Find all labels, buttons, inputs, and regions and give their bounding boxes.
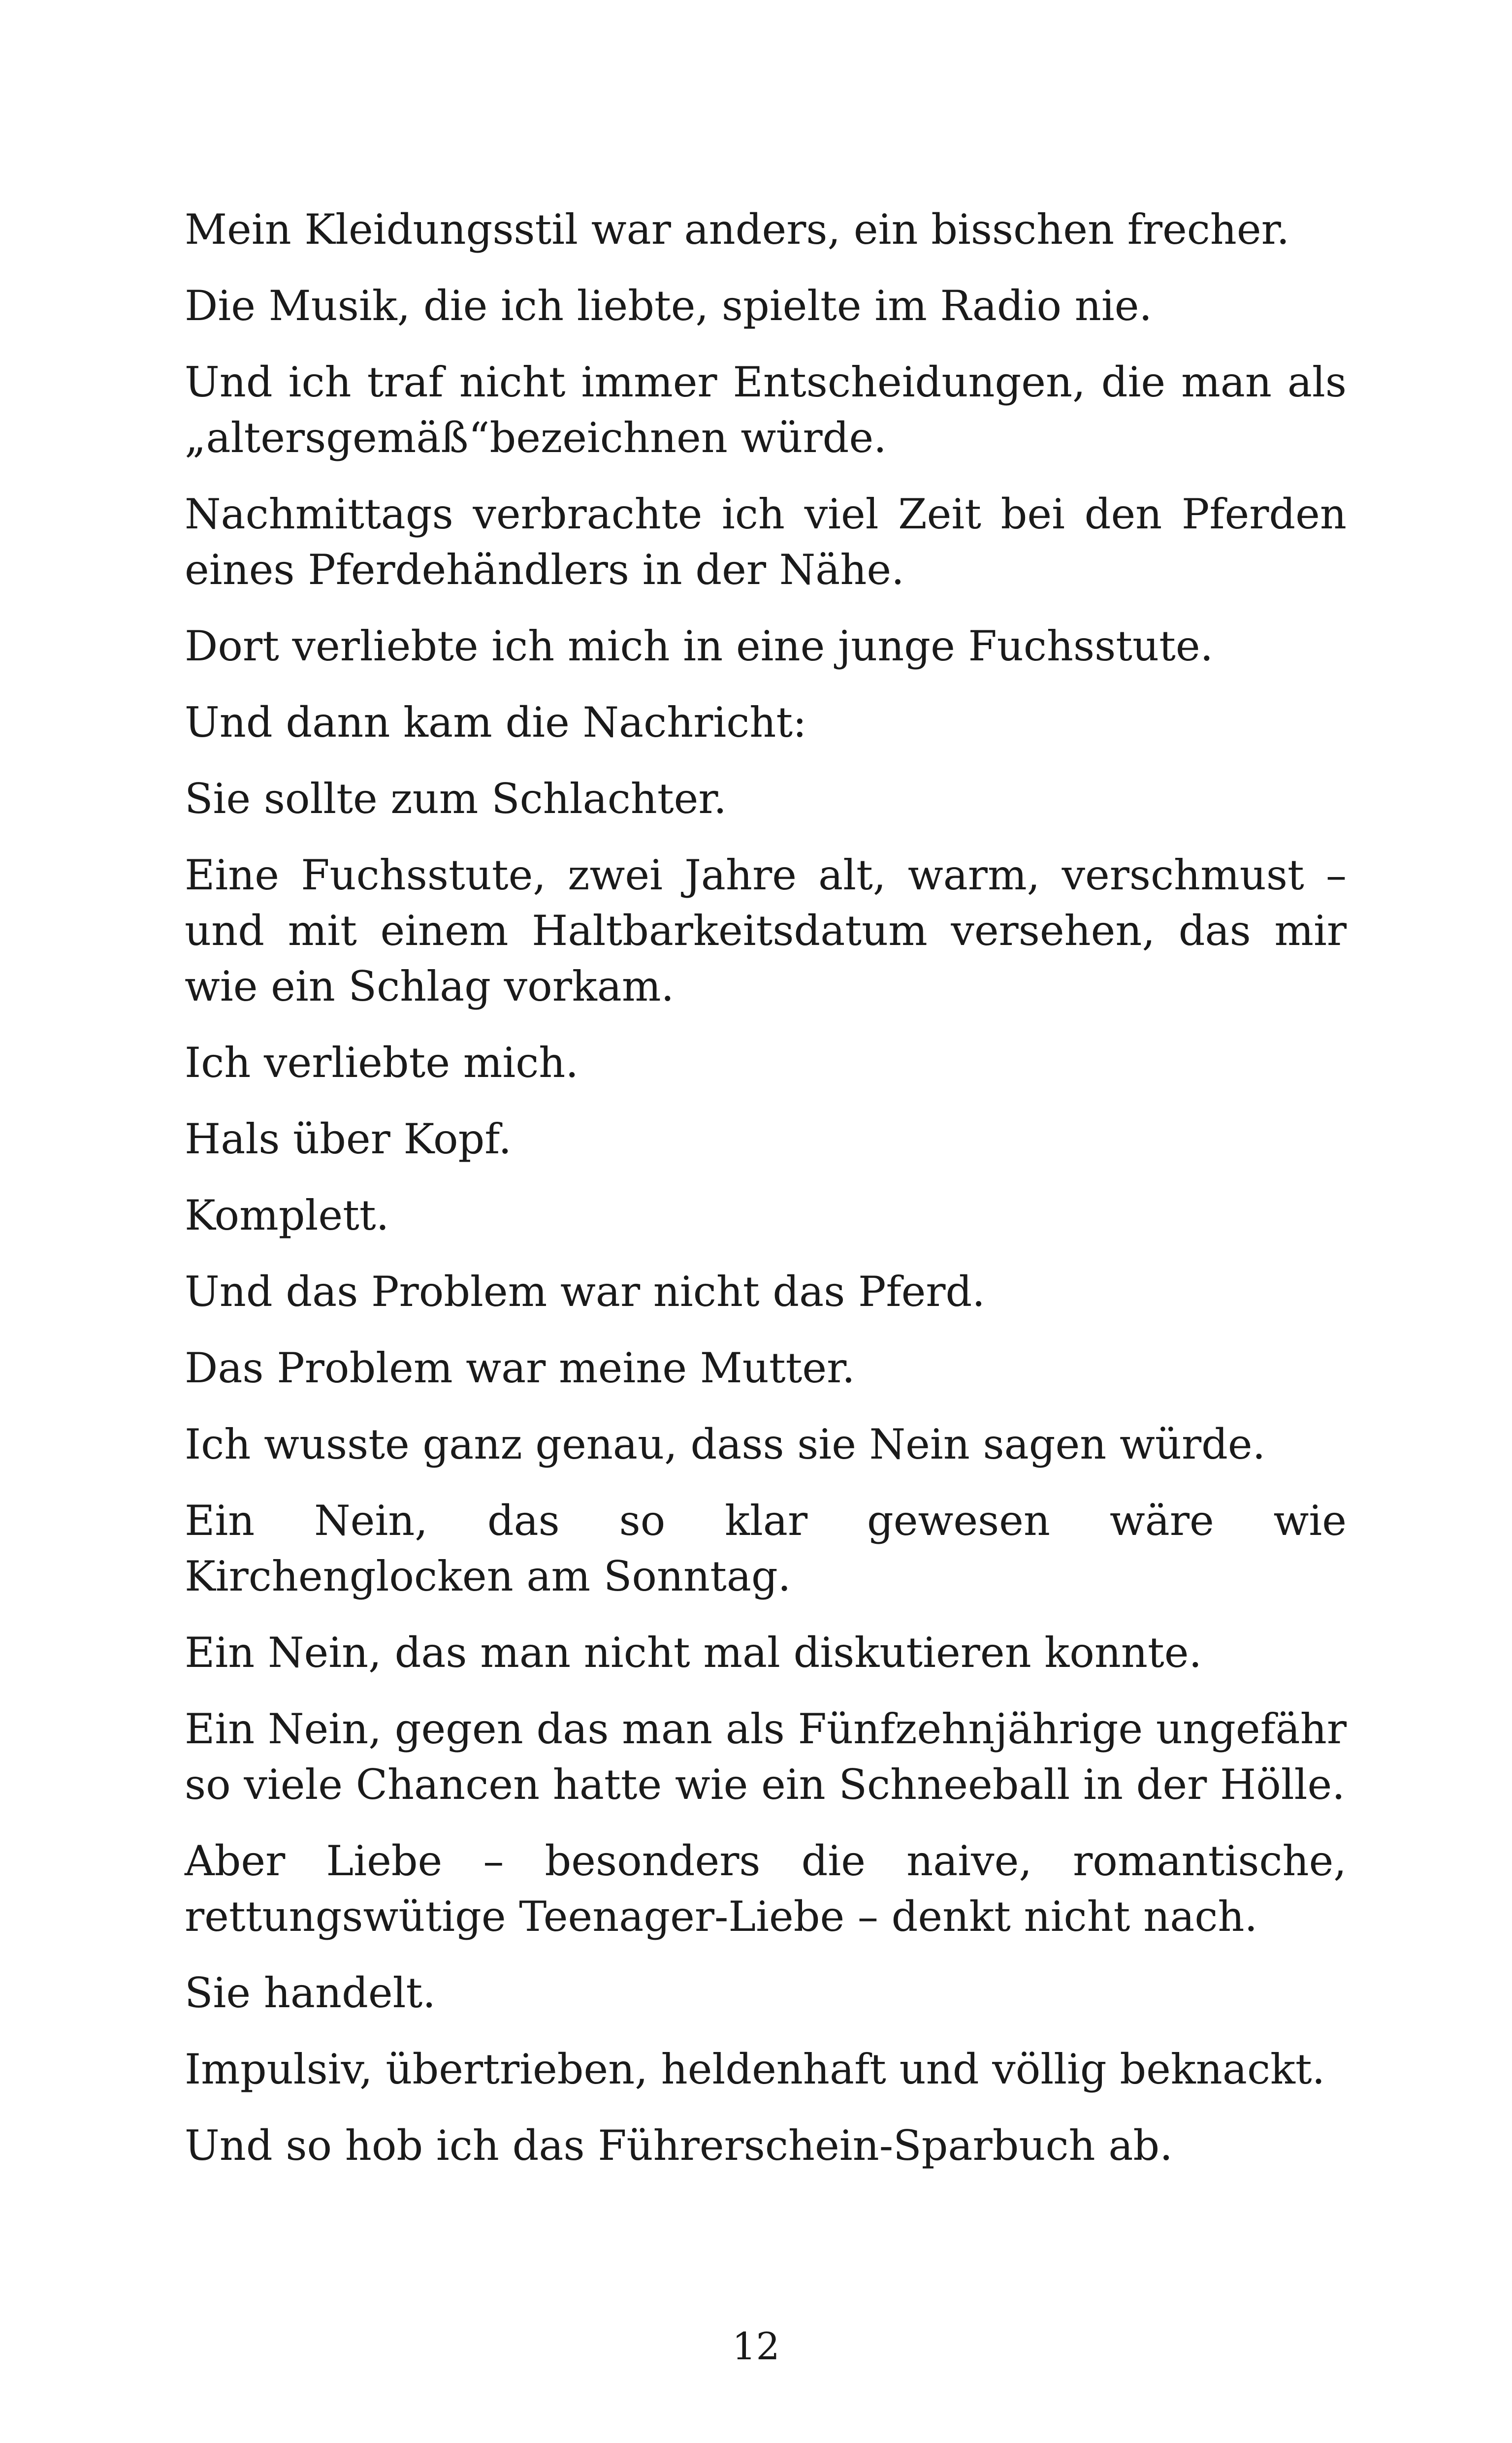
paragraph: Eine Fuchsstute, zwei Jahre alt, warm, verschmust – und mit einem Haltbarkeitsdatum versehen, das mir wie ein Schlag vorkam.	[185, 851, 1347, 1010]
paragraph: Ich wusste ganz genau, dass sie Nein sagen würde.	[185, 1420, 1266, 1468]
paragraph: Komplett.	[185, 1191, 389, 1239]
paragraph: Und das Problem war nicht das Pferd.	[185, 1268, 985, 1316]
paragraph: Nachmittags verbrachte ich viel Zeit bei den Pferden eines Pferdehändlers in der Nähe.	[185, 490, 1347, 594]
paragraph: Ein Nein, gegen das man als Fünfzehnjährige ungefähr so viele Chancen hatte wie ein Schneeball in der Hölle.	[185, 1705, 1347, 1809]
body-text	[185, 202, 1347, 2194]
paragraph: Mein Kleidungsstil war anders, ein bisschen frecher.	[185, 205, 1290, 254]
paragraph: Und so hob ich das Führerschein-Sparbuch ab.	[185, 2121, 1173, 2170]
paragraph: Sie handelt.	[185, 1969, 436, 2017]
paragraph: Und dann kam die Nachricht:	[185, 698, 807, 747]
paragraph: Und ich traf nicht immer Entscheidungen, die man als „altersgemäß“bezeichnen würde.	[185, 358, 1347, 462]
paragraph: Impulsiv, übertrieben, heldenhaft und völlig beknackt.	[185, 2045, 1325, 2093]
page-number: 12	[732, 2324, 780, 2368]
paragraph: Hals über Kopf.	[185, 1115, 512, 1163]
paragraph: Ein Nein, das so klar gewesen wäre wie Kirchenglocken am Sonntag.	[185, 1497, 1347, 1600]
paragraph: Das Problem war meine Mutter.	[185, 1344, 855, 1392]
paragraph: Die Musik, die ich liebte, spielte im Radio nie.	[185, 282, 1153, 330]
paragraph: Ich verliebte mich.	[185, 1039, 579, 1087]
paragraph: Sie sollte zum Schlachter.	[185, 775, 727, 823]
paragraph: Aber Liebe – besonders die naive, romantische, rettungswütige Teenager-Liebe – denkt nicht nach.	[185, 1837, 1347, 1941]
paragraph: Dort verliebte ich mich in eine junge Fuchsstute.	[185, 622, 1214, 670]
paragraph: Ein Nein, das man nicht mal diskutieren konnte.	[185, 1629, 1202, 1677]
